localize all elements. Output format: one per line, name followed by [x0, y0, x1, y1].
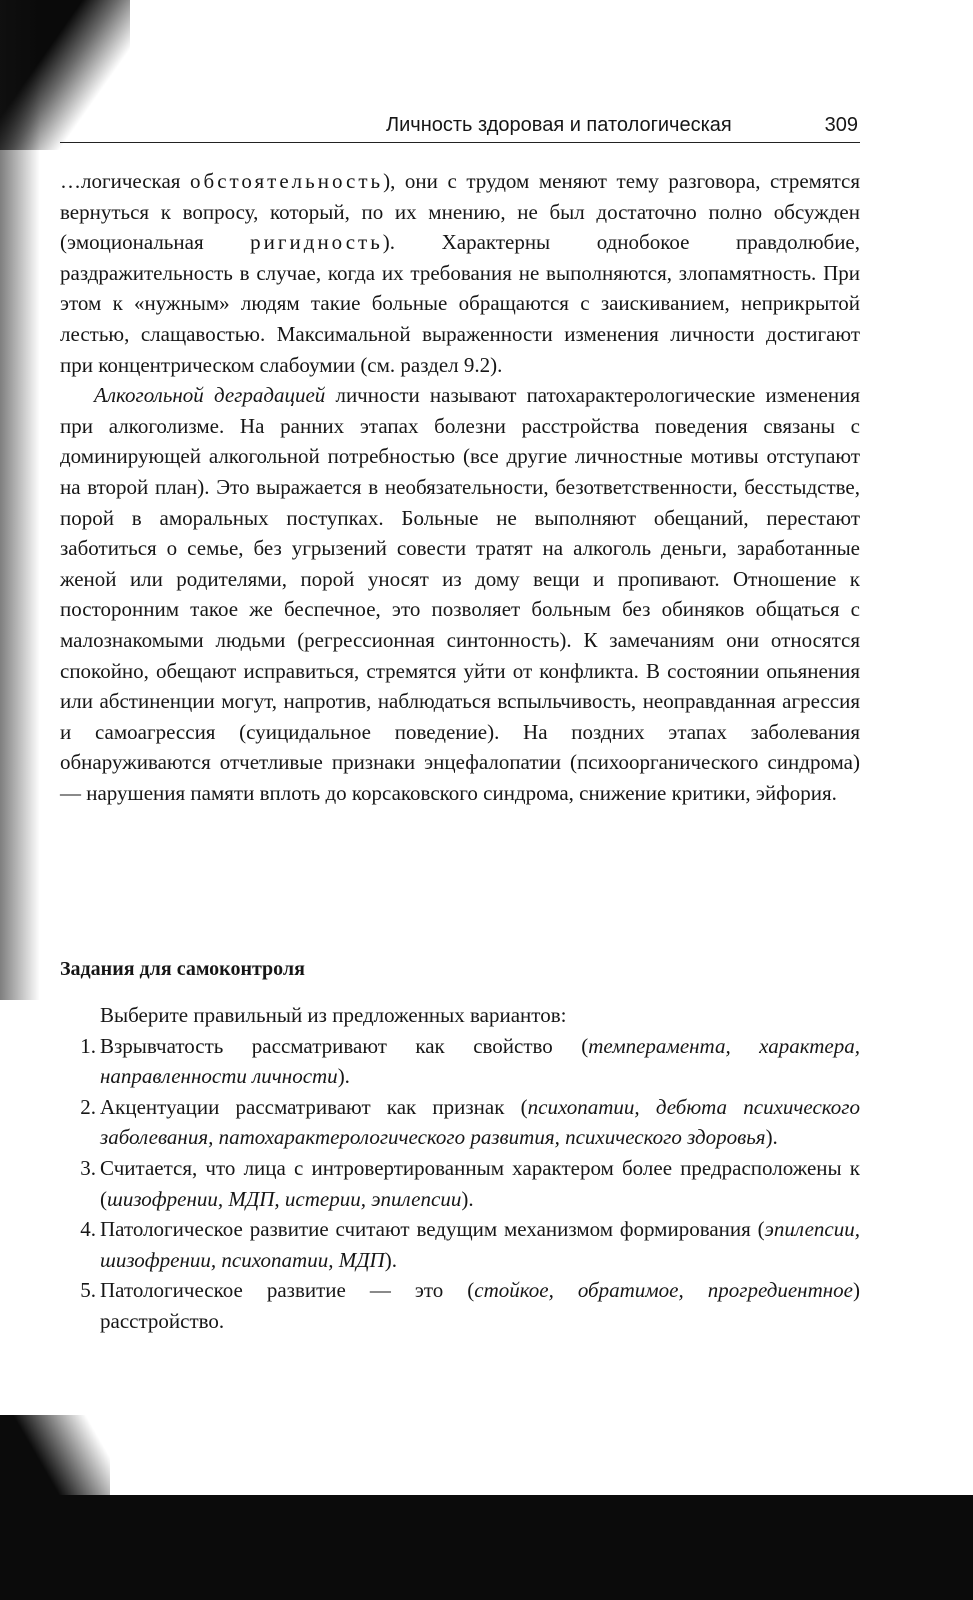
item-tail: ). [765, 1125, 778, 1150]
item-tail: ) расстройство. [100, 1278, 861, 1333]
running-head [386, 110, 858, 140]
item-options: эпилепсии, шизофрении, психопатии, МДП [100, 1217, 860, 1272]
spaced-term: ригидность [250, 230, 383, 255]
list-item [60, 1092, 860, 1153]
italic-term: Алкогольной деградацией [94, 383, 326, 408]
text-run: личности называют патохарактерологические изменения при алкоголизме. На ранних этапах болезни расстройства поведения связаны с доминирующей алкогольной потребностью (все другие личностные мотивы отступают на второй план). Это выражается в необязательности, безответственности, бесстыдстве, порой в аморальных поступках. Больные не выполняют обещаний, перестают заботиться о семье, без угрызений совести тратят на алкоголь деньги, заработанные женой или родителями, порой уносят из дому вещи и пропивают. Отношение к посторонним такое же беспечное, это позволяет больным без обиняков общаться с малознакомыми людьми (регрессионная синтонность). К замечаниям они относятся спокойно, обещают исправиться, стремятся уйти от конфликта. В состоянии опьянения или абстиненции могут, напротив, наблюдаться вспыльчивость, неоправданная агрессия и самоагрессия (суицидальное поведение). На поздних этапах заболевания обнаруживаются отчетливые признаки энцефалопатии (психоорганического синдрома) — нарушения памяти вплоть до корсаковского синдрома, снижение критики, эйфория. [60, 383, 860, 805]
list-item [60, 1031, 860, 1092]
list-item [60, 1214, 860, 1275]
section-heading: Задания для самоконтроля [60, 958, 305, 980]
item-options: темперамента, характера, направленности личности [100, 1033, 860, 1089]
item-text: Считается, что лица с интровертированным характером более предрасположены к ( [100, 1155, 860, 1211]
scan-shadow-bottom [0, 1495, 973, 1600]
body-text [60, 166, 860, 808]
item-options: стойкое, обратимое, прогредиентное [474, 1278, 854, 1303]
item-number: 4. [80, 1217, 96, 1242]
running-title: Личность здоровая и патологическая [386, 113, 732, 136]
header-rule [60, 142, 860, 143]
item-tail: ). [384, 1247, 397, 1272]
scan-shadow-left [0, 0, 40, 1000]
list-item [60, 1275, 860, 1336]
item-number: 3. [80, 1155, 96, 1180]
item-text: Патологическое развитие считают ведущим механизмом формирования ( [100, 1217, 765, 1242]
item-number: 5. [80, 1278, 96, 1303]
page-number: 309 [824, 113, 858, 136]
item-number: 2. [80, 1094, 96, 1119]
paragraph [60, 166, 860, 380]
question-list [60, 1031, 860, 1337]
scan-shadow-corner [0, 1415, 110, 1505]
questions-intro: Выберите правильный из предложенных вариантов: [100, 1003, 567, 1027]
item-number: 1. [80, 1033, 96, 1058]
questions-block [60, 1000, 860, 1337]
list-item [60, 1153, 860, 1214]
spaced-term: обстоятельность [190, 169, 384, 193]
item-text: Взрывчатость рассматривают как свойство ( [100, 1033, 589, 1058]
paragraph [60, 380, 860, 808]
item-text: Патологическое развитие — это ( [100, 1278, 475, 1303]
item-text: Акцентуации рассматривают как признак ( [100, 1094, 528, 1119]
item-tail: ). [337, 1064, 350, 1089]
text-run: …логическая [60, 169, 191, 193]
item-options: шизофрении, МДП, истерии, эпилепсии [107, 1186, 462, 1211]
item-options: психопатии, дебюта психического заболевания, патохарактерологического развития, психического здоровья [100, 1094, 860, 1150]
item-tail: ). [461, 1186, 474, 1211]
text-run: ). Характерны однобокое правдолюбие, раздражительность в случае, когда их требования не выполняются, злопамятность. При этом к «нужным» людям такие больные обращаются с заискиванием, неприкрытой лестью, слащавостью. Максимальной выраженности изменения личности достигают при концентрическом слабоумии (см. раздел 9.2). [60, 230, 861, 377]
text-run: ), они с трудом меняют тему разговора, стремятся вернуться к вопросу, который, по их мнению, не был достаточно полно обсужден (эмоциональная [60, 169, 860, 255]
